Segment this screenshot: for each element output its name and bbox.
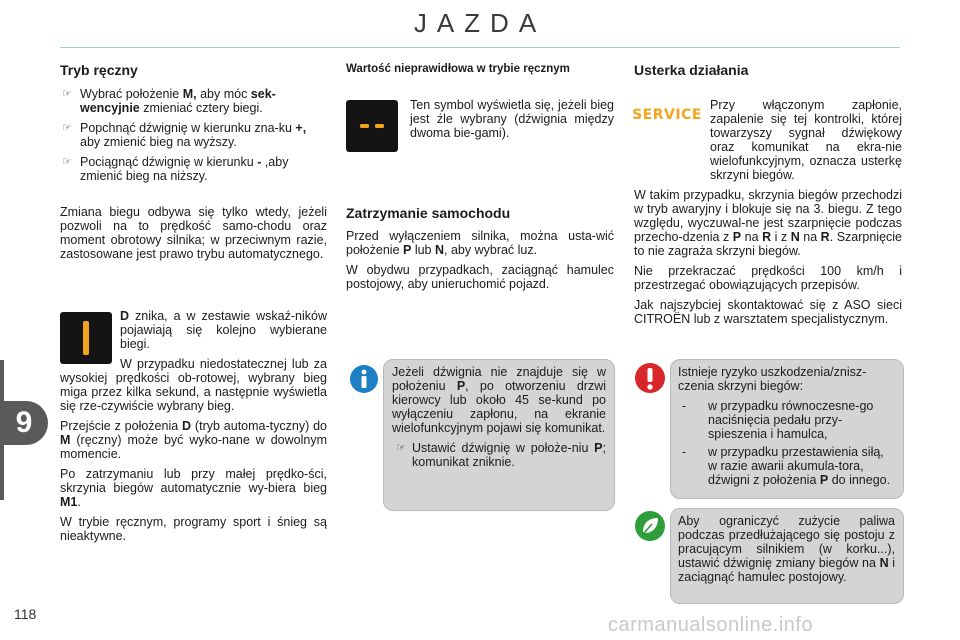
manual-mode-heading: Tryb ręczny <box>60 62 138 78</box>
pointing-hand-icon: ☞ <box>62 156 72 168</box>
stopping-text: Przed wyłączeniem silnika, można usta-wić położenie P lub N, aby wybrać luz. W obydwu przypadkach, zaciągnąć hamulec postojowy, aby unieruchomić pojazd. <box>346 229 614 291</box>
warning-box: Istnieje ryzyko uszkodzenia/znisz-czenia skrzyni biegów: - w przypadku równoczesne-go naciśnięcia pedału przy-spieszenia i hamulca, - w przypadku przestawienia siłą, w razie awarii akumula-tora, dźwigni z położenia P do innego. <box>670 359 904 499</box>
chapter-tab: 9 <box>0 401 48 445</box>
pointing-hand-icon: ☞ <box>62 88 72 100</box>
gear-change-paragraph: Zmiana biegu odbywa się tylko wtedy, jeżeli pozwoli na to prędkość samo-chodu oraz moment obrotowy silnika; w przeciwnym razie, zastosowane jest prawo trybu automatycznego. <box>60 205 327 261</box>
page-title: JAZDA <box>413 8 547 38</box>
title-divider <box>60 47 900 48</box>
list-item: ☞ Ustawić dźwignię w położe-niu P; komunikat zniknie. <box>396 441 606 469</box>
watermark: carmanualsonline.info <box>608 614 814 636</box>
malfunction-heading: Usterka działania <box>634 62 749 78</box>
service-warning-icon: SERVICE <box>632 107 702 123</box>
list-item: - w przypadku przestawienia siłą, w razie awarii akumula-tora, dźwigni z położenia P do innego. <box>682 445 891 487</box>
invalid-gear-icon <box>346 100 398 152</box>
warning-list <box>678 399 895 487</box>
info-icon <box>349 364 379 394</box>
invalid-value-heading: Wartość nieprawidłowa w trybie ręcznym <box>346 63 570 75</box>
list-item: ☞ Pociągnąć dźwignię w kierunku - ,aby zmienić bieg na niższy. <box>62 155 289 183</box>
list-item: ☞ Popchnąć dźwignię w kierunku zna-ku +, aby zmienić bieg na wyższy. <box>62 121 307 149</box>
leaf-icon <box>634 510 666 542</box>
info-box: Jeżeli dźwignia nie znajduje się w położeniu P, po otworzeniu drzwi kierowcy lub około 45 se-kund po wyłączeniu zapłonu, na ekranie wielofunkcyjnym pojawi się komunikat. ☞ Ustawić dźwignię w położe-niu P; komunikat zniknie. <box>383 359 615 511</box>
eco-box: Aby ograniczyć zużycie paliwa podczas przedłużającego się postoju z pracującym silnikiem (w korku...), ustawić dźwignię zmiany biegów na N i zaciągnąć hamulec postojowy. <box>670 508 904 604</box>
list-item: ☞ Wybrać położenie M, aby móc sek-wencyjnie zmieniać cztery biegi. <box>62 87 276 115</box>
exclamation-icon <box>634 362 666 394</box>
list-item: - w przypadku równoczesne-go naciśnięcia pedału przy-spieszenia i hamulca, <box>682 399 874 441</box>
stopping-heading: Zatrzymanie samochodu <box>346 205 511 221</box>
manual-mode-steps <box>58 87 328 189</box>
pointing-hand-icon: ☞ <box>62 122 72 134</box>
gear-display-text: D znika, a w zestawie wskaź-ników pojawiają się kolejno wybierane biegi. W przypadku niedostatecznej lub za wysokiej prędkości ob-rotowej, wybrany bieg miga przez kilka sekund, a następnie wyświetla się rze-czywiście wybrany bieg. Przejście z położenia D (tryb automa-tyczny) do M (ręczny) może być wyko-nane w dowolnym momencie. Po zatrzymaniu lub przy małej prędko-ści, skrzynia biegów automatycznie wy-biera bieg M1. W trybie ręcznym, programy sport i śnieg są nieaktywne. <box>60 309 327 543</box>
invalid-value-text: Ten symbol wyświetla się, jeżeli bieg jest źle wybrany (dźwignia między dwoma bie-gami). <box>410 98 614 140</box>
malfunction-text: Przy włączonym zapłonie, zapalenie się tej kontrolki, której towarzyszy sygnał dźwiękowy oraz komunikat na ekra-nie wielofunkcyjnym, oznacza usterkę skrzyni biegów. W takim przypadku, skrzynia biegów przechodzi w tryb awaryjny i blokuje się na 3. biegu. Z tego względu, wyczuwal-ne jest szarpnięcie podczas przecho-dzenia z P na R i z N na R. Szarpnięcie to nie zagraża skrzyni biegów. Nie przekraczać prędkości 100 km/h i przestrzegać obowiązujących przepisów. Jak najszybciej skontaktować się z ASO sieci CITROËN lub z warsztatem specjalistycznym. <box>634 98 903 326</box>
pointing-hand-icon: ☞ <box>396 442 406 454</box>
page-number: 118 <box>14 606 37 622</box>
